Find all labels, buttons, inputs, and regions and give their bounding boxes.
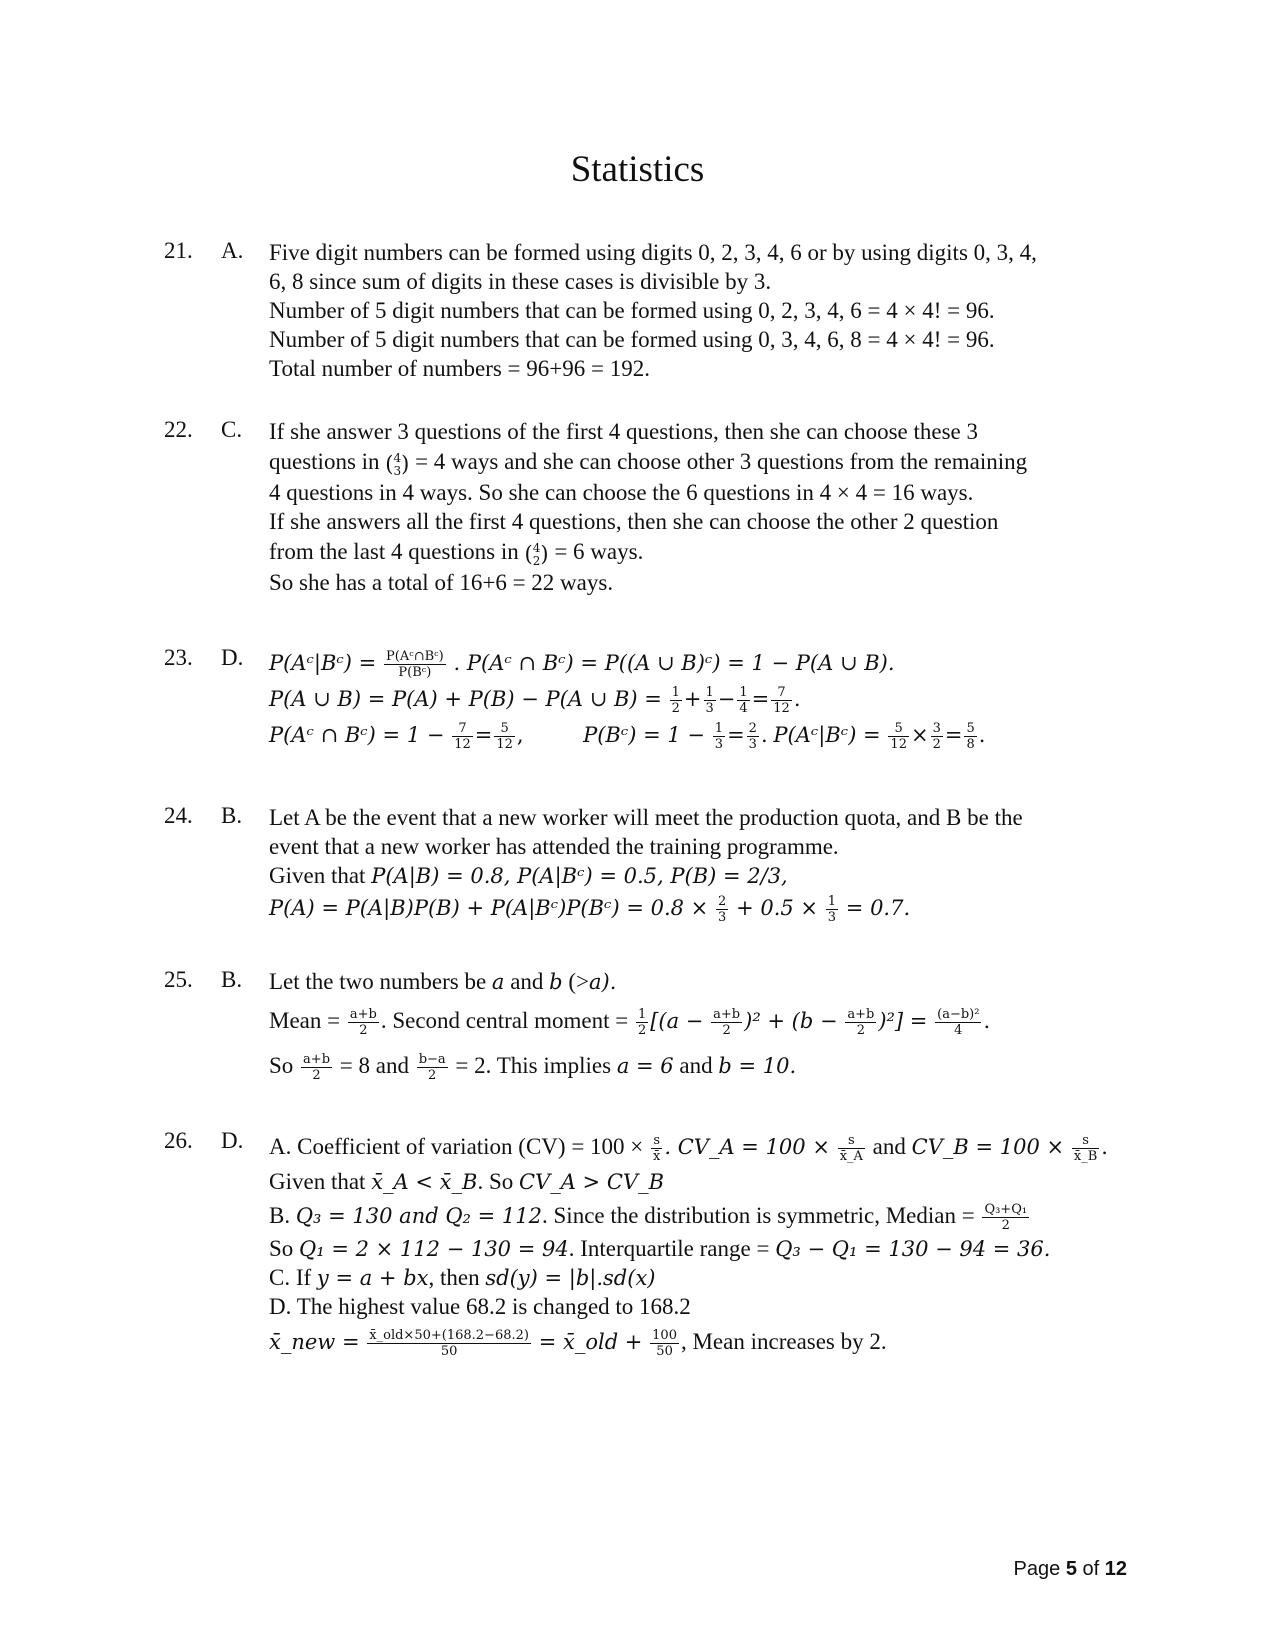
fraction [826,894,838,925]
math: P(Aᶜ ∩ Bᶜ) = 1 − [269,723,445,747]
text: and [679,1053,713,1078]
math: = 0.7. [845,896,911,920]
fraction [737,685,749,716]
text-line [269,1263,1129,1292]
text-line: event that a new worker has attended the training programme. [269,834,839,859]
text-line: Number of 5 digit numbers that can be formed using 0, 2, 3, 4, 6 = 4 × 4! = 96. [269,298,995,323]
math: a = 6 [616,1054,674,1078]
formula-line [269,1198,1129,1234]
fraction [838,1133,865,1164]
fraction [367,1328,531,1359]
fraction [888,721,909,752]
text: (> [568,969,590,994]
denominator: 3 [748,737,757,753]
answer-key: D. [221,645,244,670]
solution-body [269,1128,1129,1363]
numerator: 5 [494,721,515,737]
numerator: b−a [418,1052,446,1068]
math: Q₃ − Q₁ = 130 − 94 = 36. [775,1237,1051,1261]
denominator: 2 [1001,1218,1010,1234]
math: P(Bᶜ) = 1 − [583,723,706,747]
text-line: If she answer 3 questions of the first 4 questions, then she can choose these 3 [269,419,979,444]
text: , Mean increases by 2. [680,1329,887,1354]
fraction [384,649,446,680]
numerator: 7 [452,721,473,737]
formula-line [269,1046,1129,1086]
fraction [771,685,792,716]
math: P(A ∪ B) = P(A) + P(B) − P(A ∪ B) = [269,687,662,711]
fraction [494,721,515,752]
text-line [269,536,1129,568]
denominator: 12 [496,737,513,753]
text-line [269,967,1129,996]
numerator: 1 [637,1007,647,1023]
math: P(Aᶜ|Bᶜ) = [269,651,377,675]
numerator: 2 [718,894,727,910]
math: x̄_new = [269,1330,360,1354]
text: B. [269,1203,291,1228]
solution-body [269,645,1129,753]
question-number: 22. [164,417,193,442]
fraction [931,721,943,752]
text: Mean = [269,1008,341,1033]
question-number: 21. [164,238,193,263]
answer-key: D. [221,1128,244,1153]
denominator: 2 [722,1023,731,1039]
page-label: Page [1013,1558,1061,1580]
question-number: 26. [164,1128,193,1153]
numerator: 100 [652,1328,677,1344]
denominator: 50 [656,1344,673,1360]
math: Q₁ = 2 × 112 − 130 = 94 [299,1237,569,1261]
denominator: P(Bᶜ) [398,665,432,681]
numerator: 1 [671,685,680,701]
math: CV_A > CV_B [518,1170,664,1194]
math: y = a + bx [316,1266,429,1290]
answer-key: C. [221,417,243,442]
question-number: 24. [164,803,193,828]
numerator: 1 [714,721,724,737]
numerator: a+b [847,1007,875,1023]
denominator: 3 [705,701,714,717]
denominator: 2 [359,1023,368,1039]
binomial-coefficient: (4 2) [524,541,549,569]
fraction [348,1007,379,1038]
fraction [452,721,473,752]
text-line: Number of 5 digit numbers that can be formed using 0, 3, 4, 6, 8 = 4 × 4! = 96. [269,327,995,352]
formula-line [269,645,1129,681]
solution-body [269,967,1129,1086]
fraction [982,1202,1029,1233]
formula-line [269,1321,1129,1363]
denominator: 12 [890,737,907,753]
denominator: 12 [773,701,790,717]
numerator: 1 [827,894,837,910]
numerator: 5 [966,721,975,737]
numerator: s [838,1133,865,1149]
text: . Since the distribution is symmetric, Median = [542,1203,975,1228]
formula-line [269,890,1129,926]
denominator: 2 [637,1023,647,1039]
fraction [711,1007,742,1038]
text-line [269,861,1129,890]
math: P(A|B) = 0.8, P(A|Bᶜ) = 0.5, P(B) = 2/3, [371,864,788,888]
answer-key: A. [221,238,244,263]
text-line [269,446,1129,478]
answer-key: B. [221,967,243,992]
denominator: 3 [714,737,724,753]
math: x̄_A < x̄_B [371,1170,478,1194]
text: questions in [269,449,380,474]
text-line: 6, 8 since sum of digits in these cases is divisible by 3. [269,269,772,294]
page-number: 5 [1065,1558,1077,1580]
fraction [670,685,682,716]
text: and [872,1134,906,1159]
fraction [845,1007,876,1038]
math: [(a − [650,1009,704,1033]
math: . CV_A = 100 × [664,1135,830,1159]
fraction [964,721,976,752]
text: = 2. This implies [455,1053,612,1078]
denominator: 3 [718,910,727,926]
page-title: Statistics [570,149,705,190]
math: b = 10. [718,1054,797,1078]
numerator: 1 [739,685,748,701]
formula-line: P(A ∪ B) = P(A) + P(B) − P(A ∪ B) = $\frac{1}{2}$ + $\frac{1}{3}$ − $\frac{1}{4}$ = $\frac{7}{12}$ . [269,685,801,717]
denominator: x̄_A [839,1149,863,1165]
formula-line: A. Coefficient of variation (CV) = 100 × $\frac{s}{x̄}$ . CV_A = 100 × $\frac{s}{x̄\_A}$ and CV_B = 100 × $\frac{s}{x̄\_B}$ . [269,1133,1108,1165]
denominator: 12 [454,737,471,753]
of-label: of [1082,1558,1100,1580]
text: . Interquartile range = [568,1236,770,1261]
text-line: Total number of numbers = 96+96 = 192. [269,356,650,381]
math: CV_B = 100 × [911,1135,1065,1159]
math: )²] = [878,1009,928,1033]
math: . P(Aᶜ ∩ Bᶜ) = P((A ∪ B)ᶜ) = 1 − P(A ∪ B). [453,651,895,675]
text: C. If [269,1265,312,1290]
numerator: s [1072,1133,1099,1149]
text: = 8 and [339,1053,409,1078]
math: P(Aᶜ|Bᶜ) = [773,723,881,747]
math: sd(y) = |b|.sd(x) [485,1266,656,1290]
text-line [269,1166,1129,1198]
math: P(A) = P(A|B)P(B) + P(A|Bᶜ)P(Bᶜ) = 0.8 × [269,896,709,920]
numerator: 7 [771,685,792,701]
binomial-coefficient: (4 3) [385,451,410,479]
fraction [704,685,716,716]
binom-bottom: 3 [393,464,402,479]
denominator: 50 [440,1344,458,1360]
denominator: 4 [739,701,748,717]
fraction [1072,1133,1099,1164]
numerator: P(Aᶜ∩Bᶜ) [386,649,444,665]
denominator: 8 [966,737,975,753]
math: + 0.5 × [736,896,819,920]
fraction [713,721,725,752]
numerator: 1 [705,685,714,701]
text-line: 4 questions in 4 ways. So she can choose the 6 questions in 4 × 4 = 16 ways. [269,480,974,505]
math: b [549,970,563,994]
formula-line: P(Aᶜ ∩ Bᶜ) = 1 − $\frac{7}{12}$ = $\frac{5}{12}$ , P(Bᶜ) = 1 − $\frac{1}{3}$ = $\frac{2}{3}$ . P(Aᶜ|Bᶜ) = $\frac{5}{12}$ × $\frac{3}{2}$ = $\frac{5}{8}$ . [269,721,986,753]
text: A. Coefficient of variation (CV) = 100 × [269,1134,644,1159]
binom-top: 4 [532,541,541,556]
numerator: a+b [349,1007,377,1023]
text-line: D. The highest value 68.2 is changed to 168.2 [269,1294,691,1319]
text: Let the two numbers be [269,969,487,994]
question-number: 23. [164,645,193,670]
fraction [651,1133,662,1164]
denominator: 4 [954,1023,963,1039]
text-line: So she has a total of 16+6 = 22 ways. [269,570,614,595]
denominator: 3 [827,910,837,926]
fraction [636,1007,648,1038]
fraction [716,894,728,925]
denominator: 2 [312,1068,321,1084]
fraction [935,1007,981,1038]
fraction [747,721,759,752]
text: = 4 ways and she can choose other 3 questions from the remaining [415,449,1028,474]
math: a). [589,970,617,994]
solution-body [269,803,1129,926]
text: = 6 ways. [554,539,644,564]
text-line [269,1234,1129,1263]
text: So [269,1236,294,1261]
denominator: 2 [932,737,941,753]
math: Q₃ = 130 and Q₂ = 112 [295,1204,543,1228]
binom-top: 4 [393,451,402,466]
text-line: Five digit numbers can be formed using digits 0, 2, 3, 4, 6 or by using digits 0, 3, 4, [269,240,1037,265]
text: and [510,969,544,994]
denominator: 2 [428,1068,437,1084]
numerator: s [651,1133,662,1149]
math: a [491,970,505,994]
denominator: 2 [856,1023,865,1039]
text-line: Let A be the event that a new worker will meet the production quota, and B be the [269,805,1023,830]
text: Given that [269,863,366,888]
text: . So [477,1169,514,1194]
fraction [650,1328,679,1359]
numerator: (a−b)² [937,1007,980,1023]
numerator: a+b [713,1007,741,1023]
text: . Second central moment = [380,1008,629,1033]
text: So [269,1053,294,1078]
math: = x̄_old + [538,1330,643,1354]
text: , then [428,1265,480,1290]
numerator: a+b [303,1052,331,1068]
denominator: x̄_B [1073,1149,1098,1165]
math: )² + (b − [744,1009,838,1033]
text: from the last 4 questions in [269,539,519,564]
fraction [301,1052,332,1083]
numerator: 5 [888,721,909,737]
fraction [417,1052,448,1083]
denominator: 2 [671,701,680,717]
text-line: If she answers all the first 4 questions, then she can choose the other 2 question [269,509,999,534]
solution-body [269,417,1129,597]
page-total: 12 [1104,1558,1127,1580]
numerator: 2 [748,721,757,737]
solution-body [269,238,1129,383]
denominator: x̄ [653,1149,661,1165]
page-footer [1014,1558,1127,1581]
binom-bottom: 2 [532,554,541,569]
answer-key: B. [221,803,243,828]
formula-line: Mean = $\frac{a+b}{2}$ . Second central moment = $\frac{1}{2}$ [(a − $\frac{a+b}{2}$ )² + (b − $\frac{a+b}{2}$ )²] = $\frac{\text{(a−b)²}}{4}$ . [269,1007,991,1039]
text: Given that [269,1169,366,1194]
numerator: Q₃+Q₁ [984,1202,1028,1218]
numerator: x̄_old×50+(168.2−68.2) [369,1328,529,1344]
question-number: 25. [164,967,193,992]
numerator: 3 [932,721,941,737]
